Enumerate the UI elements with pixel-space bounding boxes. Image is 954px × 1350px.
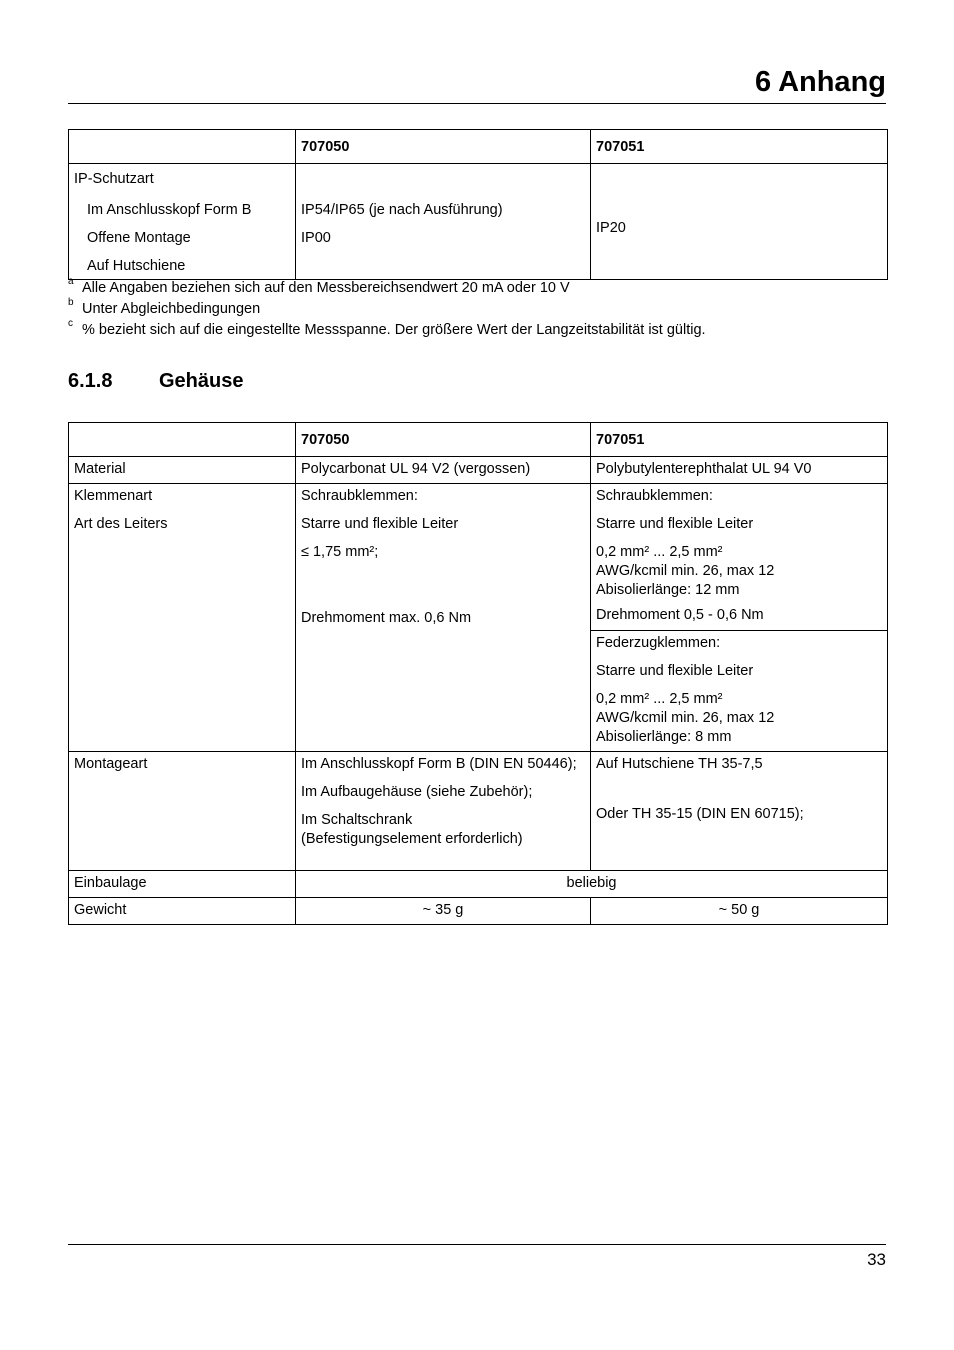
cell-klemmenart-707050: Schraubklemmen: <box>301 488 418 504</box>
footer-rule <box>68 1244 886 1245</box>
table-row <box>69 752 888 871</box>
footnote-mark: b <box>68 297 74 308</box>
cell-federzug-querschnitt-707051: 0,2 mm² ... 2,5 mm² <box>596 691 723 707</box>
cell-material-707051: Polybutylenterephthalat UL 94 V0 <box>596 461 812 477</box>
row-label-gewicht: Gewicht <box>74 902 127 918</box>
cell-ip-hutschiene-707050 <box>301 251 585 260</box>
cell-montage-aufbaugehaeuse-707050: Im Aufbaugehäuse (siehe Zubehör); <box>301 784 533 800</box>
cell-federzug-abisolierlaenge-707051: Abisolierlänge: 8 mm <box>596 729 732 745</box>
cell-leiter-707050: Starre und flexible Leiter <box>301 516 459 532</box>
footnote-text: Alle Angaben beziehen sich auf den Messbereichsendwert 20 mA oder 10 V <box>82 280 570 296</box>
cell-federzug-707051: Federzugklemmen: <box>596 635 721 651</box>
spacer <box>596 164 882 192</box>
cell-montage-anschlusskopf-707050: Im Anschlusskopf Form B (DIN EN 50446); <box>301 756 577 772</box>
cell-montage-befestigung-707050: (Befestigungselement erforderlich) <box>301 831 523 847</box>
cell-ip-offene-montage-707051 <box>596 204 882 213</box>
header-empty-cell <box>69 423 296 457</box>
cell-abisolierlaenge-707051: Abisolierlänge: 12 mm <box>596 582 740 598</box>
cell-klemmenart-707051: Schraubklemmen: <box>596 488 713 504</box>
table-row <box>69 164 888 280</box>
row-label-montageart: Montageart <box>74 756 148 772</box>
table-row <box>69 871 888 898</box>
ip-protection-table <box>68 129 888 280</box>
header-707051: 707051 <box>591 130 888 164</box>
page-number: 33 <box>867 1250 886 1269</box>
table-header-row <box>69 423 888 457</box>
table-row <box>69 898 888 925</box>
housing-table <box>68 422 888 925</box>
row-label-einbaulage: Einbaulage <box>74 875 147 891</box>
row-label-offene-montage: Offene Montage <box>87 230 191 246</box>
cell-einbaulage: beliebig <box>566 875 617 891</box>
row-label-ip-schutzart: IP-Schutzart <box>74 171 154 187</box>
header-707051: 707051 <box>591 423 888 457</box>
cell-querschnitt-707050: ≤ 1,75 mm²; <box>301 544 379 560</box>
cell-federzug-leiter-707051: Starre und flexible Leiter <box>596 663 754 679</box>
row-label-material: Material <box>74 461 126 477</box>
chapter-title: 6 Anhang <box>754 66 886 98</box>
footnote-mark: c <box>68 318 73 329</box>
cell-material-707050: Polycarbonat UL 94 V2 (vergossen) <box>301 461 531 477</box>
row-label-art-des-leiters: Art des Leiters <box>74 516 168 532</box>
footnote <box>68 318 888 338</box>
cell-montage-hutschiene-707051: Auf Hutschiene TH 35-7,5 <box>596 756 763 772</box>
footnote-text: Unter Abgleichbedingungen <box>82 301 261 317</box>
cell-leiter-707051: Starre und flexible Leiter <box>596 516 754 532</box>
footnote <box>68 297 888 317</box>
table-row <box>69 457 888 484</box>
section-title: Gehäuse <box>159 370 244 392</box>
row-label-anschlusskopf: Im Anschlusskopf Form B <box>87 202 252 218</box>
footnotes <box>68 276 888 343</box>
spacer <box>301 164 585 192</box>
cell-gewicht-707051: ~ 50 g <box>718 902 760 918</box>
section-heading <box>68 370 243 393</box>
cell-drehmoment-707051: Drehmoment 0,5 - 0,6 Nm <box>596 607 764 623</box>
cell-ip-hutschiene-707051: IP20 <box>596 220 626 236</box>
footnote-text: % bezieht sich auf die eingestellte Messspanne. Der größere Wert der Langzeitstabilität ist gültig. <box>82 322 706 338</box>
table-header-row <box>69 130 888 164</box>
row-label-hutschiene: Auf Hutschiene <box>87 258 186 274</box>
header-707050: 707050 <box>296 130 591 164</box>
header-707050: 707050 <box>296 423 591 457</box>
cell-gewicht-707050: ~ 35 g <box>422 902 464 918</box>
section-number: 6.1.8 <box>68 370 113 392</box>
header-rule <box>68 103 886 104</box>
cell-drehmoment-707050: Drehmoment max. 0,6 Nm <box>301 610 472 626</box>
row-label-klemmenart: Klemmenart <box>74 488 153 504</box>
cell-awg-707051: AWG/kcmil min. 26, max 12 <box>596 563 775 579</box>
footnote <box>68 276 888 296</box>
header-empty-cell <box>69 130 296 164</box>
cell-querschnitt-707051: 0,2 mm² ... 2,5 mm² <box>596 544 723 560</box>
cell-ip-anschlusskopf-707051 <box>596 192 882 204</box>
table-row <box>69 484 888 631</box>
cell-ip-offene-montage-707050: IP00 <box>301 230 331 246</box>
footnote-mark: a <box>68 276 74 287</box>
cell-ip-anschlusskopf-707050: IP54/IP65 (je nach Ausführung) <box>301 202 503 218</box>
cell-montage-th35-15-707051: Oder TH 35-15 (DIN EN 60715); <box>596 806 804 822</box>
cell-federzug-awg-707051: AWG/kcmil min. 26, max 12 <box>596 710 775 726</box>
cell-montage-schaltschrank-707050: Im Schaltschrank <box>301 812 413 828</box>
